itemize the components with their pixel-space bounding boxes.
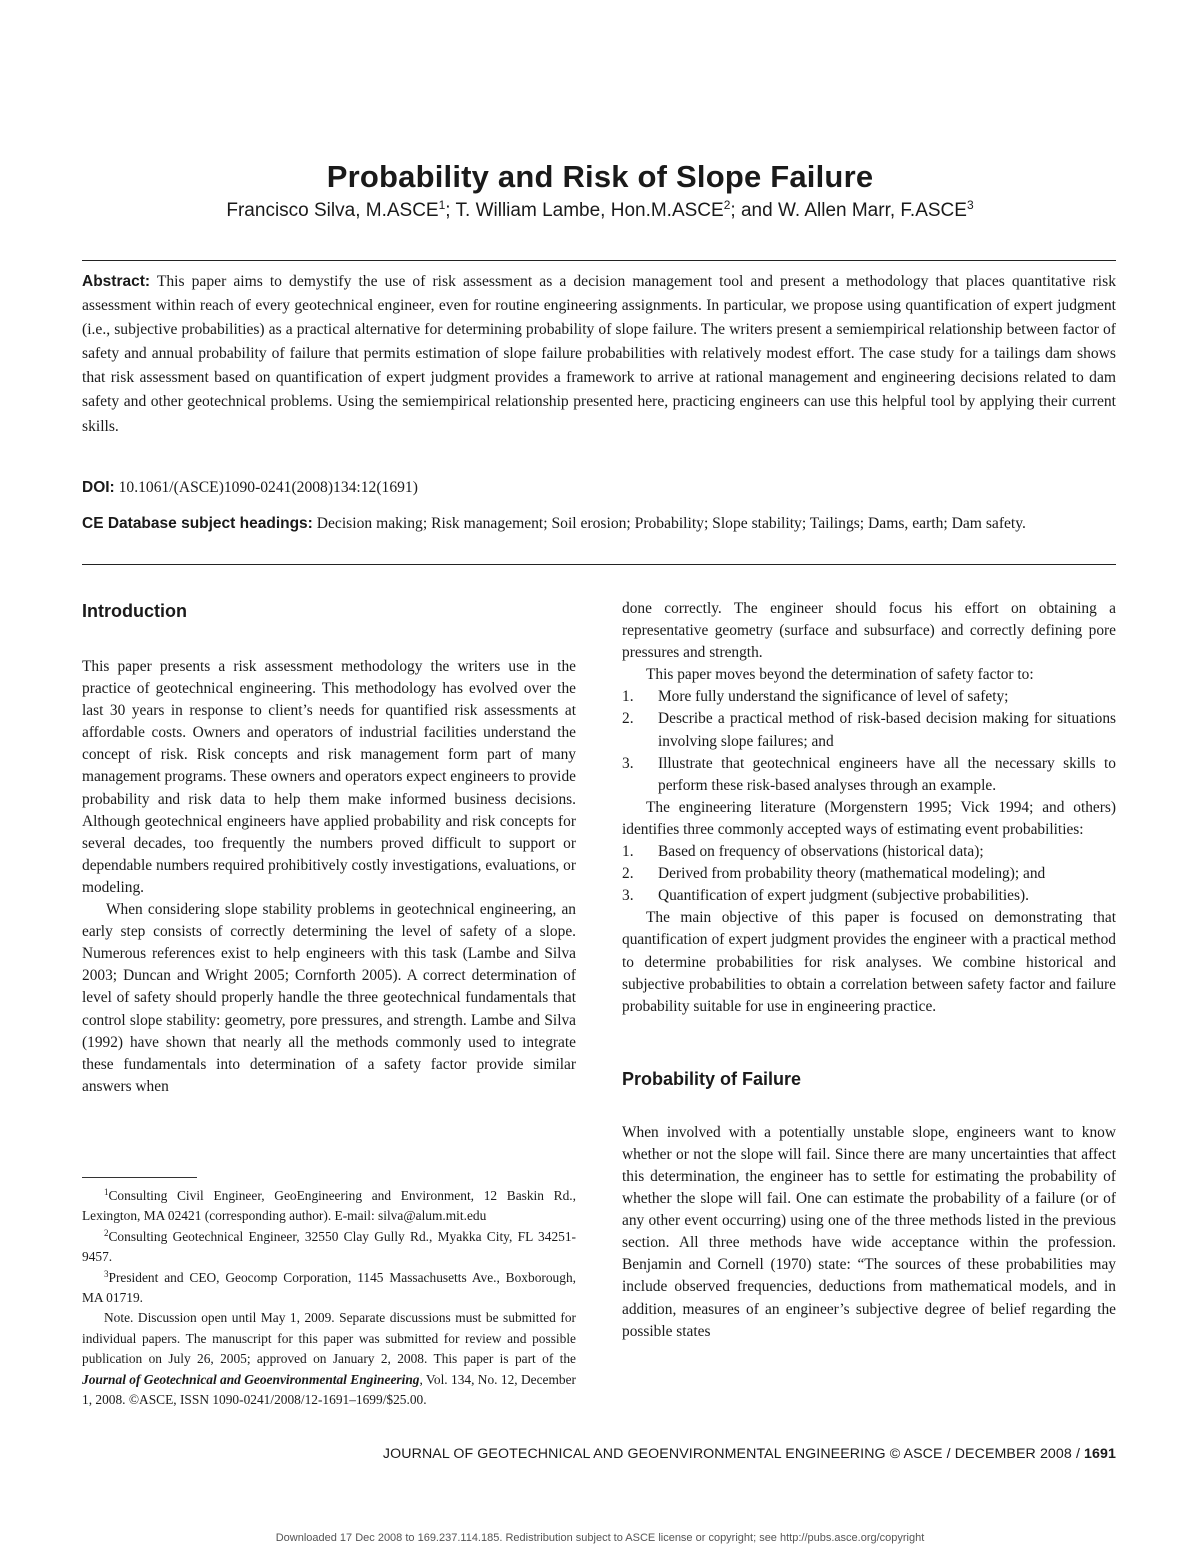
footnote-2 [82,1227,576,1268]
abstract-label: Abstract: [82,273,151,290]
footnote-2-text: Consulting Geotechnical Engineer, 32550 Clay Gully Rd., Myakka City, FL 34251-9457. [82,1228,576,1265]
author-marr-affiliation-mark: 3 [966,198,974,212]
doi-line [82,476,1116,500]
intro-paragraph-2: When considering slope stability problems in geotechnical engineering, an early step consists of correctly determining the level of safety of a slope. Numerous references exist to help engineers with this task (Lambe and Silva 2003; Duncan and Wright 2005; Cornforth 2005). A correct determination of level of safety should properly handle the three geotechnical fundamentals that control slope stability: geometry, pore pressures, and strength. Lambe and Silva (1992) have shown that nearly all the methods commonly used to integrate these fundamentals into determination of a safety factor provide similar answers when [82,901,576,1095]
author-separator: ; and [730,200,778,221]
footnotes [82,1186,576,1410]
footnote-1-mark: 1 [104,1187,109,1197]
intro-paragraph-1: This paper presents a risk assessment methodology the writers use in the practice of geotechnical engineering. This methodology has evolved over the last 30 years in response to client’s needs for quantified risk assessments at affordable costs. Owners and operators of industrial facilities understand the concept of risk. Risk concepts and risk management form part of many management programs. These owners and operators expect engineers to provide probability and risk data to help them make informed business decisions. Although geotechnical engineers have applied probability and risk concepts for several decades, too frequently the numbers proved difficult to support or dependable numbers required prohibitively costly investigations, evaluations, or modeling. [82,658,576,896]
abstract-text: This paper aims to demystify the use of risk assessment as a decision management tool and present a methodology that places quantitative risk assessment within reach of every geotechnical engineer, even for routine engineering assignments. In particular, we propose using quantification of expert judgment (i.e., subjective probabilities) as a practical alternative for determining probability of slope failure. The writers present a semiempirical relationship between factor of safety and annual probability of failure that permits estimation of slope failure probabilities with relatively modest effort. The case study for a tailings dam shows that risk assessment based on quantification of expert judgment provides a framework to arrive at rational management and engineering decisions related to dam safety and other geotechnical problems. Using the semiempirical relationship presented here, practicing engineers can use this helpful tool by applying their current skills. [82,273,1116,435]
list-item [622,841,1116,863]
list-item [622,885,1116,907]
intro-paragraph-2-continued: done correctly. The engineer should focus his effort on obtaining a representative geometry (surface and subsurface) and correctly defining pore pressures and strength. [622,600,1116,662]
running-footer [82,1446,1116,1462]
list-item-text: Quantification of expert judgment (subjective probabilities). [658,887,1029,905]
abstract-bottom-rule [82,564,1116,565]
list-item-number: 3. [622,754,634,772]
probability-methods-list [622,841,1116,907]
author-lambe-affiliation-mark: 2 [723,198,731,212]
author-lambe: T. William Lambe, Hon.M.ASCE [455,200,724,221]
list-item-text: Illustrate that geotechnical engineers have all the necessary skills to perform these risk-based analyses through an example. [658,754,1116,794]
editorial-note-text: Note. Discussion open until May 1, 2009. Separate discussions must be submitted for individual papers. The manuscript for this paper was submitted for review and possible publication on July 26, 2005; approved on January 2, 2008. This paper is part of the [82,1310,576,1367]
list-item [622,686,1116,708]
subject-headings [82,512,1116,536]
list-item-text: Describe a practical method of risk-based decision making for situations involving slope failures; and [658,710,1116,750]
left-column [82,598,576,1098]
right-column [622,598,1116,1343]
footnote-3-mark: 3 [104,1268,109,1279]
list-item-text: More fully understand the significance of level of safety; [658,688,1009,706]
abstract-top-rule [82,260,1116,261]
author-line [0,200,1200,222]
subject-headings-label: CE Database subject headings: [82,515,313,532]
list-item-number: 2. [622,865,634,883]
list-item-number: 3. [622,887,634,905]
footnote-2-mark: 2 [104,1227,109,1238]
failure-paragraph-1: When involved with a potentially unstable slope, engineers want to know whether or not the slope will fail. Since there are many uncertainties that affect this determination, the engineer has to settle for estimating the probability of whether the slope will fail. One can estimate the probability of a failure (or of any other event occurring) using one of the three methods listed in the previous section. All three methods have wide acceptance within the profession. Benjamin and Cornell (1970) state: “The sources of these probabilities may include observed frequencies, deductions from mathematical models, and in addition, measures of an engineer’s subjective degree of belief regarding the possible states [622,1123,1116,1340]
list-item-text: Derived from probability theory (mathematical modeling); and [658,865,1046,883]
author-silva-affiliation-mark: 1 [438,198,446,212]
author-marr: W. Allen Marr, F.ASCE [777,200,967,221]
footnote-1 [82,1186,576,1227]
author-silva: Francisco Silva, M.ASCE [226,200,439,221]
list-item-number: 2. [622,710,634,728]
goals-list [622,686,1116,796]
intro-paragraph-4: The engineering literature (Morgenstern 1995; Vick 1994; and others) identifies three commonly accepted ways of estimating event probabilities: [622,798,1116,838]
footnote-3 [82,1268,576,1309]
section-heading-introduction: Introduction [82,601,187,621]
list-item [622,753,1116,797]
list-item [622,863,1116,885]
download-notice: Downloaded 17 Dec 2008 to 169.237.114.185. Redistribution subject to ASCE license or copyright; see http://pubs.asce.org/copyright [275,1532,925,1544]
footnote-rule [82,1177,197,1178]
doi-value[interactable]: 10.1061/(ASCE)1090-0241(2008)134:12(1691) [118,479,418,496]
doi-label: DOI: [82,479,115,496]
section-heading-probability-of-failure: Probability of Failure [622,1068,802,1089]
editorial-note [82,1308,576,1410]
intro-paragraph-3: This paper moves beyond the determination of safety factor to: [646,666,1034,684]
list-item-number: 1. [622,843,634,861]
subject-headings-value: Decision making; Risk management; Soil erosion; Probability; Slope stability; Tailings; Dams, earth; Dam safety. [316,515,1026,532]
paper-title: Probability and Risk of Slope Failure [326,158,874,194]
abstract [82,270,1116,439]
list-item [622,708,1116,752]
journal-name: Journal of Geotechnical and Geoenvironmental Engineering [82,1371,420,1387]
footnote-3-text: President and CEO, Geocomp Corporation, 1145 Massachusetts Ave., Boxborough, MA 01719. [82,1269,576,1306]
intro-paragraph-5: The main objective of this paper is focused on demonstrating that quantification of expert judgment provides the engineer with a practical method to determine probabilities for risk analyses. We combine historical and subjective probabilities to obtain a correlation between safety factor and failure probability suitable for use in engineering practice. [622,909,1116,1015]
running-footer-text: JOURNAL OF GEOTECHNICAL AND GEOENVIRONMENTAL ENGINEERING © ASCE / DECEMBER 2008 / [382,1446,1085,1462]
list-item-number: 1. [622,688,634,706]
editorial-note-citation: , Vol. 134, No. 12, December 1, 2008. ©ASCE, ISSN 1090-0241/2008/12-1691–1699/$25.00. [82,1371,576,1408]
page-number: 1691 [1084,1446,1116,1462]
list-item-text: Based on frequency of observations (historical data); [658,843,984,861]
author-separator: ; [445,200,456,221]
footnote-1-text: Consulting Civil Engineer, GeoEngineering and Environment, 12 Baskin Rd., Lexington, MA 02421 (corresponding author). E-mail: silva@alum.mit.edu [82,1188,576,1224]
